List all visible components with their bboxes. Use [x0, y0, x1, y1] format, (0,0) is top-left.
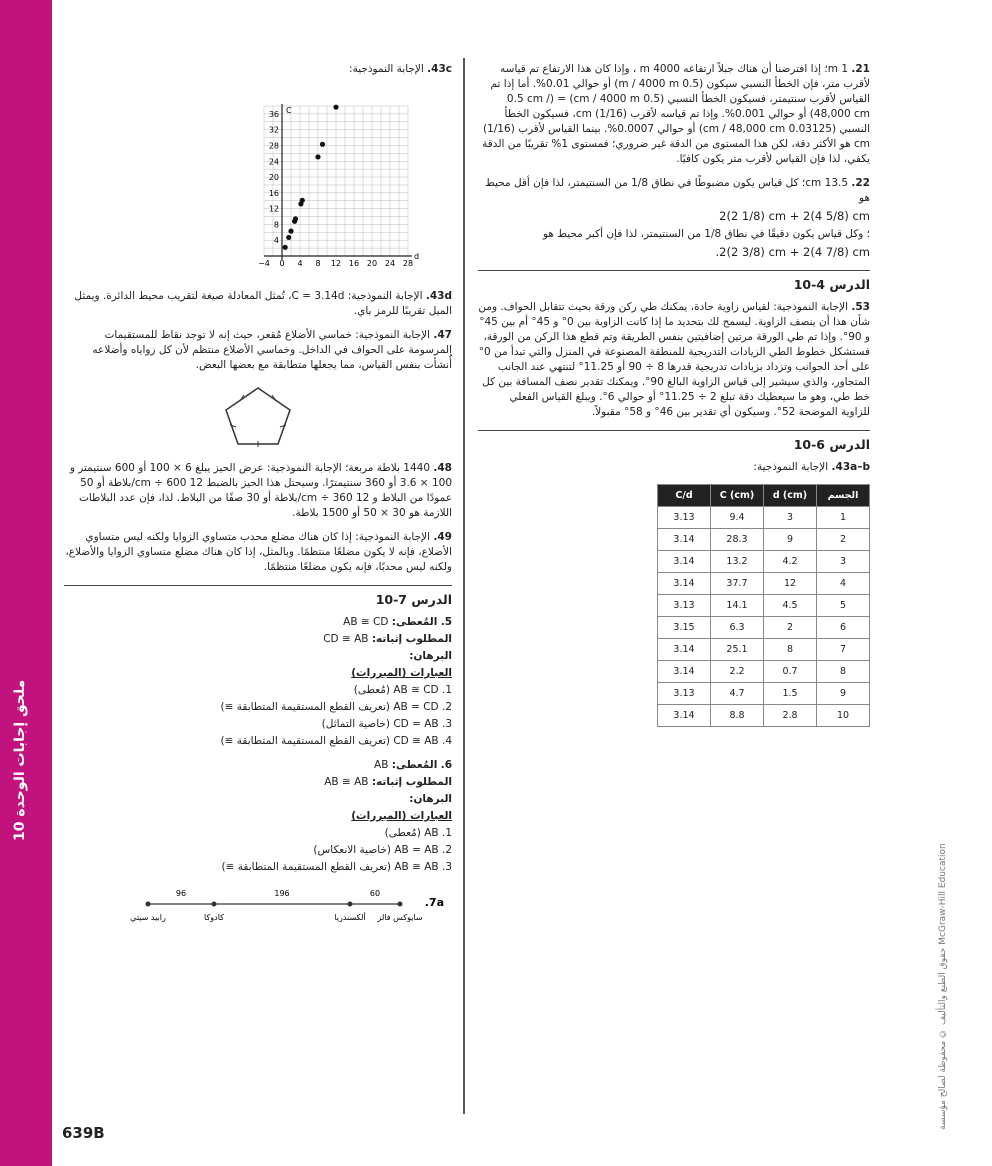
- table-cell: 13.2: [711, 551, 764, 573]
- exercise-43c: [64, 62, 452, 77]
- table-cell: 6: [817, 617, 870, 639]
- given-label: المُعطى:: [391, 759, 438, 771]
- exercise-text: الإجابة النموذجية: لقياس زاوية حادة، يمكنك طي ركن ورقة بحيث تتقابل الحواف. ومن شأن هذا أن ينصف الزاوية. ليسمح لك بتحديد ما إذا كانت الزاوية بين 0° و 45° أم بين 45° و 90°. وإذا تم طي الورقة مرتين إضافيتين بنفس الطريقة وتم قطع هذا الركن من الورقة، فستشكل خطوط الطي الزيادات التدريجية للمنطقة المصنوعة في المنزل والتي تبدأ من 0° على أحد الجوانب وتزداد بزيادات تدريجية قدرها 8 ÷ 90 أو 11.25° لتنتهي عند الجانب المتجاور، والذي سيشير إلى قياس الزاوية البالغ 90°. ويمكنك تقدير نصف المسافة بين كل خط طي، وهو ما سيعطيك دقة تبلغ 2 ÷ 11.25° أو حوالي 6°. ويبلغ القياس الفعلي للزاوية الموضحة 52°. وسيكون أي تقدير بين 46° و 58° مقبولاً.: [478, 301, 870, 418]
- table-cell: 8: [817, 661, 870, 683]
- exercise-text: 13.5 cm؛ كل قياس يكون مضبوطًا في نطاق 1/8 من السنتيمتر، لذا فإن أقل محيط هو: [485, 177, 870, 204]
- pentagon-icon: [218, 382, 298, 450]
- given-label: المُعطى:: [391, 616, 438, 628]
- formula-max-perimeter: .2(2 3/8) cm + 2(4 7/8) cm: [715, 245, 870, 259]
- exercise-text: الإجابة النموذجية:: [349, 63, 424, 75]
- proof-step: 3. CD = AB (خاصية التماثل): [321, 718, 452, 730]
- table-cell: 9.4: [711, 507, 764, 529]
- table-cell: 3.14: [658, 529, 711, 551]
- exercise-43d: [64, 289, 452, 319]
- table-row: [658, 683, 870, 705]
- x-tick-label: −4: [258, 259, 270, 268]
- city-label: رابيد سيتي: [130, 913, 166, 922]
- table-cell: 2.8: [764, 705, 817, 727]
- exercise-number: 5.: [440, 616, 452, 628]
- exercise-number: 43c.: [427, 63, 452, 75]
- x-tick-label: 28: [402, 259, 414, 268]
- table-header: C (cm): [711, 485, 764, 507]
- proof-step: 1. AB ≅ CD (مُعطى): [353, 684, 452, 696]
- x-tick-label: 0: [279, 259, 285, 268]
- exercise-22: [478, 176, 870, 260]
- exercise-text: الإجابة النموذجية: خماسي الأضلاع مُقعر، حيث إنه لا توجد نقاط للمستقيمات المرسومة على الحواف في الداخل. وخماسي الأضلاع منتظم لأن كل زواياه وأضلاعه أُنشأت بنفس القياس، مما يجعلها متطابقة مع بعضها البعض.: [92, 329, 452, 371]
- prove-label: المطلوب إثباته:: [371, 776, 452, 788]
- table-cell: 3.14: [658, 573, 711, 595]
- data-point: [315, 154, 320, 159]
- left-column: [64, 62, 452, 937]
- x-tick-label: 24: [384, 259, 396, 268]
- table-cell: 9: [817, 683, 870, 705]
- scatter-graph: [64, 86, 452, 281]
- table-row: [658, 705, 870, 727]
- y-tick-label: 24: [268, 157, 279, 167]
- table-cell: 3.15: [658, 617, 711, 639]
- circle-data-table: [657, 484, 870, 727]
- data-point: [320, 142, 325, 147]
- table-cell: 12: [764, 573, 817, 595]
- table-row: [658, 639, 870, 661]
- exercise-53: [478, 300, 870, 420]
- number-line: [64, 884, 452, 932]
- x-tick-label: 20: [366, 259, 378, 268]
- table-cell: 3.13: [658, 595, 711, 617]
- exercise-number: .7a: [424, 896, 444, 909]
- y-tick-label: 28: [268, 141, 279, 151]
- sidebar-title: ملحق إجابات الوحدة 10: [12, 679, 28, 841]
- exercise-43ab: [478, 460, 870, 475]
- city-point: [348, 902, 353, 907]
- table-cell: 4.2: [764, 551, 817, 573]
- y-tick-label: 20: [268, 173, 279, 183]
- table-cell: 3.14: [658, 705, 711, 727]
- proof-step: 3. AB ≅ AB (تعريف القطع المستقيمة المتطابقة ≅): [221, 861, 452, 873]
- proof-step: 4. CD ≅ AB (تعريف القطع المستقيمة المتطابقة ≅): [220, 735, 452, 747]
- scatter-plot: [64, 86, 454, 276]
- page-number: 639B: [62, 1124, 105, 1142]
- table-cell: 25.1: [711, 639, 764, 661]
- sidebar-band: [0, 0, 52, 1166]
- city-point: [212, 902, 217, 907]
- exercise-number: 49.: [433, 531, 452, 543]
- y-tick-label: 16: [268, 188, 279, 198]
- table-cell: 3.13: [658, 683, 711, 705]
- exercise-text: الإجابة النموذجية: إذا كان هناك مضلع محدب متساوي الزوايا ولكنه ليس متساوي الأضلاع، فإنه لا يكون مضلعًا منتظمًا. وبالمثل، إذا كان هناك مضلع متساوي الزوايا والأضلاع، ولكنه ليس محدبًا، فإنه يكون مضلعًا منتظمًا.: [65, 531, 452, 573]
- right-column: [478, 62, 870, 727]
- distance-label: 60: [369, 889, 381, 898]
- x-tick-label: 16: [348, 259, 360, 268]
- x-axis-label: d: [414, 252, 420, 261]
- given-value: AB ≅ CD: [343, 616, 389, 628]
- exercise-6: [64, 758, 452, 875]
- lesson-heading: الدرس 7-10: [64, 585, 452, 607]
- table-header-row: [658, 485, 870, 507]
- table-cell: 4.7: [711, 683, 764, 705]
- exercise-text: 1 m؛ إذا افترضنا أن هناك جبلاً ارتفاعه 4000 m ، وإذا كان هذا الارتفاع تم قياسه لأقرب متر، فإن الخطأ النسبي سيكون (0.5 m / 4000 m) أو حوالي 0.01%. أما إذا تم القياس لأقرب سنتيمتر، فسيكون الخطأ النسبي (0.5 cm / 4000 m) = (0.5 cm / 48,000 cm) أو حوالي 0.001%. وإذا تم قياسه لأقرب (1/16) cm، فسيكون الخطأ النسبي (0.03125 cm / 48,000 cm) أو حوالي 0.0007%. بينما القياس لأقرب (1/16) cm هو الأكثر دقة، لكن هذا المستوى من الدقة غير ضروري؛ فمستوى 1% تقريبًا من الدقة يكفي، لذا فإن القياس لأقرب متر يكون كافيًا.: [482, 63, 870, 165]
- table-cell: 3.14: [658, 639, 711, 661]
- y-tick-label: 32: [268, 125, 279, 135]
- exercise-number: 21.: [851, 63, 870, 75]
- pentagon-figure: [64, 382, 452, 455]
- table-cell: 8.8: [711, 705, 764, 727]
- table-cell: 10: [817, 705, 870, 727]
- lesson-heading: الدرس 6-10: [478, 430, 870, 452]
- table-cell: 3.13: [658, 507, 711, 529]
- x-tick-label: 4: [297, 259, 303, 268]
- given-value: AB: [374, 759, 389, 771]
- y-axis-label: C: [286, 106, 292, 115]
- city-point: [146, 902, 151, 907]
- table-cell: 6.3: [711, 617, 764, 639]
- data-point: [292, 219, 297, 224]
- exercise-21: [478, 62, 870, 167]
- exercise-text: ؛ وكل قياس يكون دقيقًا في نطاق 1/8 من السنتيمتر، لذا فإن أكبر محيط هو: [542, 228, 870, 240]
- copyright-notice: حقوق الطبع والتأليف © محفوظة لصالح مؤسسة McGraw-Hill Education: [938, 843, 948, 1130]
- table-cell: 8: [764, 639, 817, 661]
- x-tick-label: 8: [315, 259, 321, 268]
- proof-label: البرهان:: [409, 650, 452, 662]
- city-label: كادوكا: [204, 913, 224, 922]
- city-label: سايوكس فالز: [377, 913, 423, 922]
- y-tick-label: 12: [268, 204, 279, 214]
- table-row: [658, 529, 870, 551]
- distance-label: 96: [175, 889, 187, 898]
- table-header: d (cm): [764, 485, 817, 507]
- table-cell: 28.3: [711, 529, 764, 551]
- proof-step: 2. AB = CD (تعريف القطع المستقيمة المتطابقة ≅): [220, 701, 452, 713]
- exercise-text: الإجابة النموذجية:: [753, 461, 829, 473]
- city-label: ألكسندريا: [334, 913, 366, 922]
- table-cell: 14.1: [711, 595, 764, 617]
- formula-min-perimeter: 2(2 1/8) cm + 2(4 5/8) cm: [719, 209, 870, 223]
- table-cell: 4: [817, 573, 870, 595]
- y-tick-label: 36: [268, 109, 279, 119]
- table-header: الجسم: [817, 485, 870, 507]
- exercise-number: 43d.: [425, 290, 452, 302]
- statements-label: العبارات (المبررات): [351, 810, 452, 822]
- column-divider: [463, 58, 465, 1114]
- data-point: [283, 245, 288, 250]
- lesson-heading: الدرس 4-10: [478, 270, 870, 292]
- proof-label: البرهان:: [409, 793, 452, 805]
- exercise-number: 48.: [433, 462, 452, 474]
- y-tick-label: 8: [273, 220, 279, 230]
- table-cell: 5: [817, 595, 870, 617]
- table-cell: 4.5: [764, 595, 817, 617]
- table-cell: 7: [817, 639, 870, 661]
- exercise-7a: [64, 884, 452, 937]
- exercise-text: الإجابة النموذجية: C = 3.14d، تُمثل المعادلة صيغة لتقريب محيط الدائرة. ويمثل الميل تقريبًا للرمز باي.: [74, 290, 452, 317]
- table-cell: 3.14: [658, 551, 711, 573]
- table-cell: 0.7: [764, 661, 817, 683]
- proof-step: 2. AB = AB (خاصية الانعكاس): [313, 844, 452, 856]
- table-row: [658, 551, 870, 573]
- table-cell: 3: [764, 507, 817, 529]
- table-row: [658, 573, 870, 595]
- table-cell: 1.5: [764, 683, 817, 705]
- y-tick-label: 4: [273, 236, 279, 246]
- table-row: [658, 595, 870, 617]
- table-row: [658, 617, 870, 639]
- prove-label: المطلوب إثباته:: [371, 633, 452, 645]
- prove-value: AB ≅ AB: [324, 776, 369, 788]
- table-cell: 2: [764, 617, 817, 639]
- data-point: [300, 198, 305, 203]
- statements-label: العبارات (المبررات): [351, 667, 452, 679]
- table-cell: 3: [817, 551, 870, 573]
- proof-step: 1. AB (مُعطى): [384, 827, 452, 839]
- x-tick-label: 12: [330, 259, 342, 268]
- exercise-number: 22.: [851, 177, 870, 189]
- city-point: [398, 902, 403, 907]
- table-cell: 2.2: [711, 661, 764, 683]
- table-cell: 3.14: [658, 661, 711, 683]
- exercise-text: 1440 بلاطة مربعة؛ الإجابة النموذجية: عرض الحيز يبلغ 6 × 100 أو 600 سنتيمتر و 100 × 3.6 أو 360 سنتيمترًا. وسيحتل هذا الحيز بالضبط 12 cm ÷ 600/بلاطة أو 50 عمودًا من البلاط و 12 cm ÷ 360/بلاطة أو 30 صفًا من البلاط. لذا، فإن عدد البلاطات اللازمة هو 30 × 50 أو 1500 بلاطة.: [69, 462, 452, 519]
- exercise-number: 43a–b.: [831, 461, 870, 473]
- data-point: [288, 229, 293, 234]
- prove-value: CD ≅ AB: [323, 633, 369, 645]
- exercise-number: 47.: [433, 329, 452, 341]
- exercise-number: 6.: [440, 759, 452, 771]
- distance-label: 196: [274, 889, 290, 898]
- exercise-number: 53.: [851, 301, 870, 313]
- table-cell: 2: [817, 529, 870, 551]
- data-point: [333, 105, 338, 110]
- table-row: [658, 661, 870, 683]
- exercise-48: [64, 461, 452, 521]
- exercise-47: [64, 328, 452, 373]
- data-point: [286, 235, 291, 240]
- table-header: C/d: [658, 485, 711, 507]
- table-cell: 37.7: [711, 573, 764, 595]
- exercise-49: [64, 530, 452, 575]
- table-cell: 1: [817, 507, 870, 529]
- table-cell: 9: [764, 529, 817, 551]
- table-row: [658, 507, 870, 529]
- exercise-5: [64, 615, 452, 749]
